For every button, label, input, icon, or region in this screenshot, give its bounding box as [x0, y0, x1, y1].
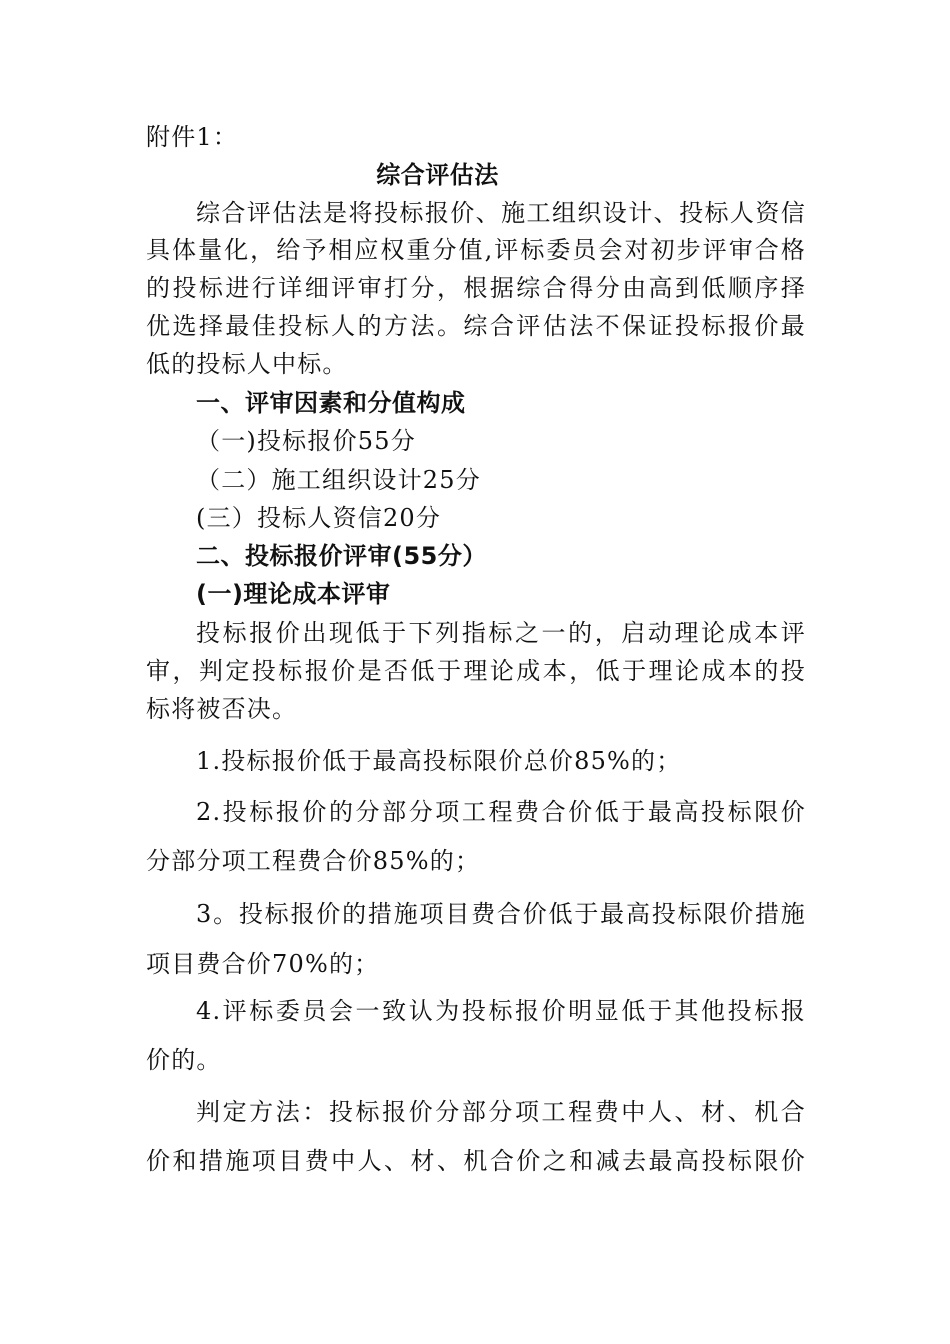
- document-title: 综合评估法: [376, 161, 499, 189]
- method-line-1: 判定方法：投标报价分部分项工程费中人、材、机合: [196, 1098, 806, 1126]
- condition-3-line-2: 项目费合价70%的；: [146, 950, 380, 978]
- subsection-theory-cost-heading: (一)理论成本评审: [196, 580, 391, 608]
- intro-line-4: 优选择最佳投标人的方法。综合评估法不保证投标报价最: [146, 312, 806, 340]
- section2-heading: 二、投标报价评审(55分）: [196, 542, 487, 570]
- method-line-2: 价和措施项目费中人、材、机合价之和减去最高投标限价: [146, 1147, 806, 1175]
- section1-heading: 一、评审因素和分值构成: [196, 389, 466, 417]
- theory-cost-para-line-3: 标将被否决。: [146, 695, 298, 723]
- score-item-bidder-credit: (三）投标人资信20分: [196, 504, 442, 532]
- condition-3-line-1: 3。投标报价的措施项目费合价低于最高投标限价措施: [196, 900, 806, 928]
- score-item-construction-design: （二）施工组织设计25分: [196, 466, 481, 494]
- condition-4-line-2: 价的。: [146, 1046, 222, 1074]
- intro-line-3: 的投标进行详细评审打分，根据综合得分由高到低顺序择: [146, 274, 806, 302]
- condition-4-line-1: 4.评标委员会一致认为投标报价明显低于其他投标报: [196, 997, 806, 1025]
- theory-cost-para-line-1: 投标报价出现低于下列指标之一的，启动理论成本评: [196, 619, 806, 647]
- condition-2-line-2: 分部分项工程费合价85%的；: [146, 847, 481, 875]
- condition-2-line-1: 2.投标报价的分部分项工程费合价低于最高投标限价: [196, 798, 806, 826]
- intro-line-1: 综合评估法是将投标报价、施工组织设计、投标人资信: [196, 199, 806, 227]
- theory-cost-para-line-2: 审，判定投标报价是否低于理论成本，低于理论成本的投: [146, 657, 806, 685]
- intro-line-2: 具体量化，给予相应权重分值,评标委员会对初步评审合格: [146, 236, 806, 264]
- attachment-label: 附件1：: [146, 123, 239, 151]
- intro-line-5: 低的投标人中标。: [146, 350, 348, 378]
- score-item-bid-price: （一)投标报价55分: [196, 427, 416, 455]
- condition-1: 1.投标报价低于最高投标限价总价85%的；: [196, 747, 682, 775]
